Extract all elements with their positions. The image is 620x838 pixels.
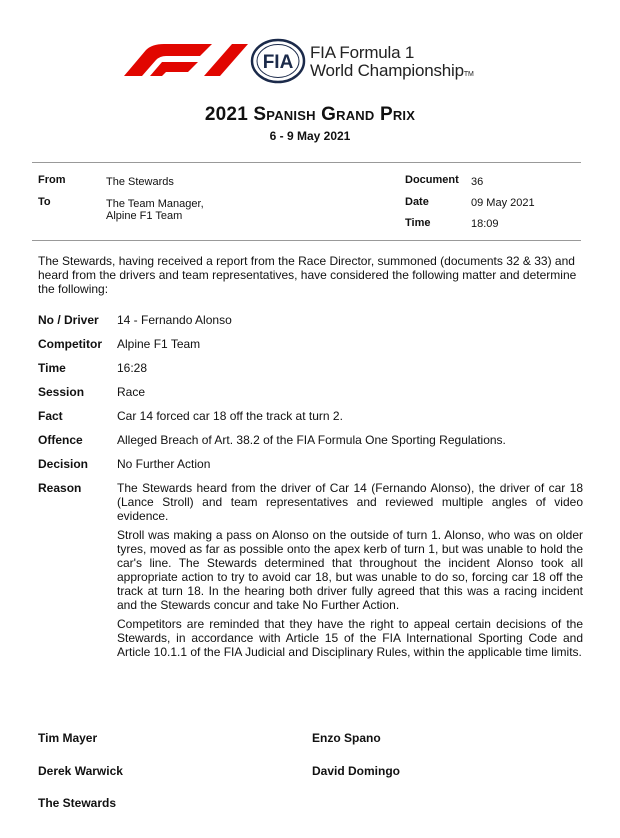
signature-footer: The Stewards <box>38 796 117 810</box>
to-value <box>106 198 204 222</box>
brand-line-2: World ChampionshipTM <box>310 61 474 80</box>
document-label: Document <box>405 174 459 186</box>
brand-text <box>310 44 474 84</box>
fia-logo-icon <box>250 38 306 84</box>
signature-tim-mayer: Tim Mayer <box>38 731 98 745</box>
fact-label: Fact <box>38 409 63 423</box>
from-label: From <box>38 174 66 186</box>
offence-label: Offence <box>38 433 83 447</box>
reason-paragraph-1: The Stewards heard from the driver of Car 14 (Fernando Alonso), the driver of car 18 (Lance Stroll) and team representatives and reviewed multiple angles of video evidence. <box>117 481 583 523</box>
fact-value: Car 14 forced car 18 off the track at turn 2. <box>117 409 343 423</box>
competitor-label: Competitor <box>38 337 102 351</box>
decision-value: No Further Action <box>117 457 211 471</box>
incident-time-label: Time <box>38 361 66 375</box>
fia-text: FIA <box>262 52 294 73</box>
time-value: 18:09 <box>471 218 499 230</box>
document-title: 2021 Spanish Grand Prix <box>204 104 416 125</box>
reason-paragraph-3: Competitors are reminded that they have the right to appeal certain decisions of the Stewards, in accordance with Article 15 of the FIA International Sporting Code and Article 10.1.1 of the FIA Judicial and Disciplinary Rules, within the applicable time limits. <box>117 617 583 659</box>
signature-enzo-spano: Enzo Spano <box>312 731 381 745</box>
reason-paragraph-2: Stroll was making a pass on Alonso on the outside of turn 1. Alonso, who was on older tyres, moved as far as possible onto the apex kerb of turn 1, but was unable to hold the car's line. The Stewards determined that throughout the incident Alonso took all appropriate action to try to avoid car 18, but was unable to do so, forcing car 18 off the track at turn 18. In the hearing both driver fully agreed that this was a racing incident and the Stewards concur and take No Further Action. <box>117 528 583 612</box>
to-label: To <box>38 196 51 208</box>
driver-value: 14 - Fernando Alonso <box>117 313 232 327</box>
reason-label: Reason <box>38 481 82 495</box>
event-dates: 6 - 9 May 2021 <box>269 129 351 143</box>
trademark: TM <box>463 71 474 78</box>
divider-bottom <box>32 240 581 241</box>
signature-derek-warwick: Derek Warwick <box>38 764 123 778</box>
time-label: Time <box>405 217 431 229</box>
date-value: 09 May 2021 <box>471 197 535 209</box>
driver-label: No / Driver <box>38 313 99 327</box>
document-value: 36 <box>471 176 484 188</box>
to-value-line-1: The Team Manager, <box>106 198 204 210</box>
incident-time-value: 16:28 <box>117 361 148 375</box>
f1-logo-icon <box>120 42 248 76</box>
session-label: Session <box>38 385 85 399</box>
intro-paragraph: The Stewards, having received a report from the Race Director, summoned (documents 32 & 33) and heard from the drivers and team representatives, have considered the following matter and determine the following: <box>38 254 577 296</box>
to-value-line-2: Alpine F1 Team <box>106 210 183 222</box>
offence-value: Alleged Breach of Art. 38.2 of the FIA Formula One Sporting Regulations. <box>117 433 506 447</box>
decision-label: Decision <box>38 457 89 471</box>
divider-top <box>32 162 581 163</box>
header-logos <box>120 38 520 84</box>
reason-text <box>117 481 583 664</box>
brand-line-1: FIA Formula 1 <box>310 43 415 62</box>
from-value: The Stewards <box>106 176 174 188</box>
competitor-value: Alpine F1 Team <box>117 337 201 351</box>
date-label: Date <box>405 196 429 208</box>
session-value: Race <box>117 385 146 399</box>
signature-david-domingo: David Domingo <box>312 764 401 778</box>
